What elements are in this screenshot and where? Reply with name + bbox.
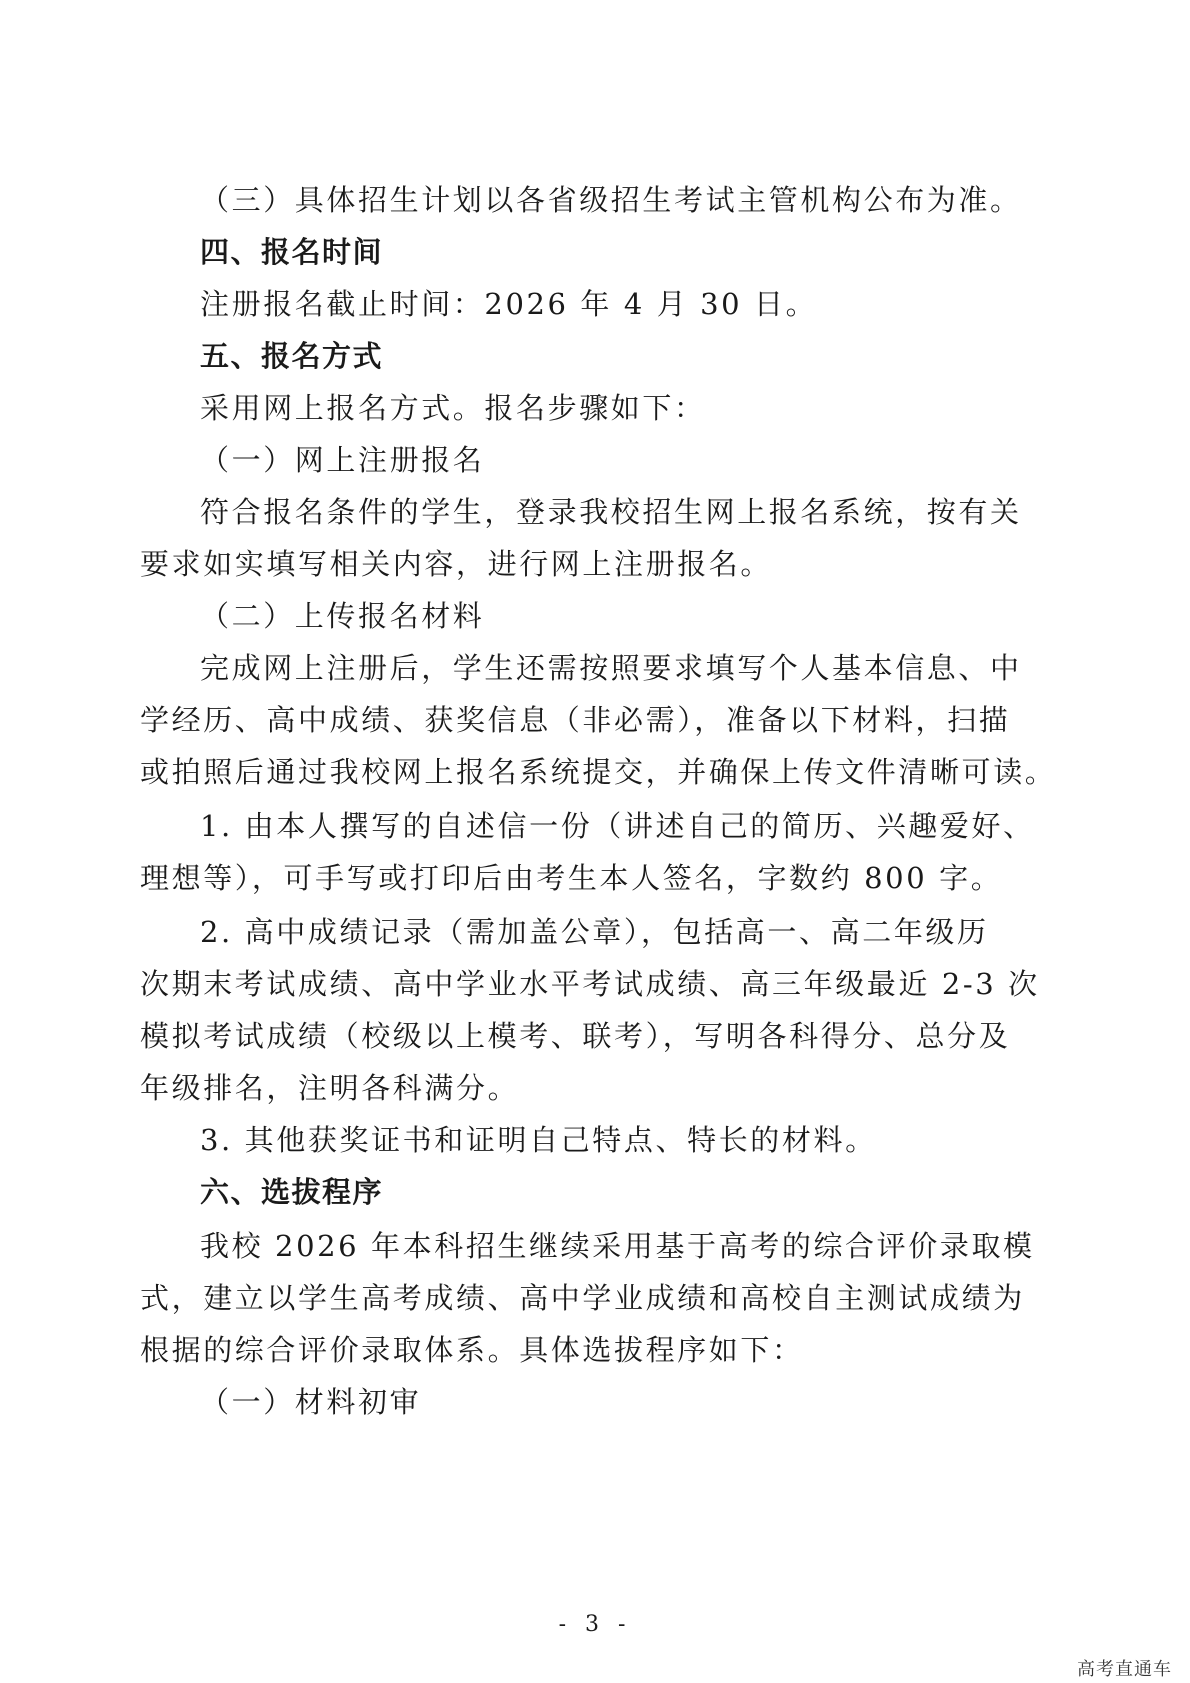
subsection-heading: （一）网上注册报名 [200,443,485,477]
list-item-line: 2. 高中成绩记录（需加盖公章），包括高一、高二年级历 [200,915,989,949]
paragraph-line: 或拍照后通过我校网上报名系统提交，并确保上传文件清晰可读。 [140,755,1057,789]
subsection-heading: （二）上传报名材料 [200,599,485,633]
paragraph-line: 要求如实填写相关内容，进行网上注册报名。 [140,547,773,581]
list-item-line: 3. 其他获奖证书和证明自己特点、特长的材料。 [200,1123,877,1157]
paragraph-line: （三）具体招生计划以各省级招生考试主管机构公布为准。 [200,183,1022,217]
section-heading-selection-procedure: 六、选拔程序 [200,1175,384,1209]
paragraph-line: 符合报名条件的学生，登录我校招生网上报名系统，按有关 [200,495,1022,529]
section-heading-registration-time: 四、报名时间 [200,235,384,269]
list-item-line: 年级排名，注明各科满分。 [140,1071,520,1105]
subsection-heading: （一）材料初审 [200,1385,422,1419]
paragraph-line: 完成网上注册后，学生还需按照要求填写个人基本信息、中 [200,651,1022,685]
paragraph-line: 注册报名截止时间：2026 年 4 月 30 日。 [200,287,818,321]
section-heading-registration-method: 五、报名方式 [200,339,384,373]
list-item-line: 1. 由本人撰写的自述信一份（讲述自己的简历、兴趣爱好、 [200,809,1035,843]
paragraph-line: 采用网上报名方式。报名步骤如下： [200,391,706,425]
page-number: - 3 - [558,1612,632,1637]
list-item-line: 次期末考试成绩、高中学业水平考试成绩、高三年级最近 2-3 次 [140,967,1040,1001]
paragraph-line: 式，建立以学生高考成绩、高中学业成绩和高校自主测试成绩为 [140,1281,1025,1315]
paragraph-line: 我校 2026 年本科招生继续采用基于高考的综合评价录取模 [200,1229,1035,1263]
list-item-line: 模拟考试成绩（校级以上模考、联考），写明各科得分、总分及 [140,1019,1011,1053]
watermark-text: 高考直通车 [1077,1659,1172,1680]
list-item-line: 理想等），可手写或打印后由考生本人签名，字数约 800 字。 [140,861,1003,895]
paragraph-line: 学经历、高中成绩、获奖信息（非必需），准备以下材料，扫描 [140,703,1011,737]
paragraph-line: 根据的综合评价录取体系。具体选拔程序如下： [140,1333,804,1367]
